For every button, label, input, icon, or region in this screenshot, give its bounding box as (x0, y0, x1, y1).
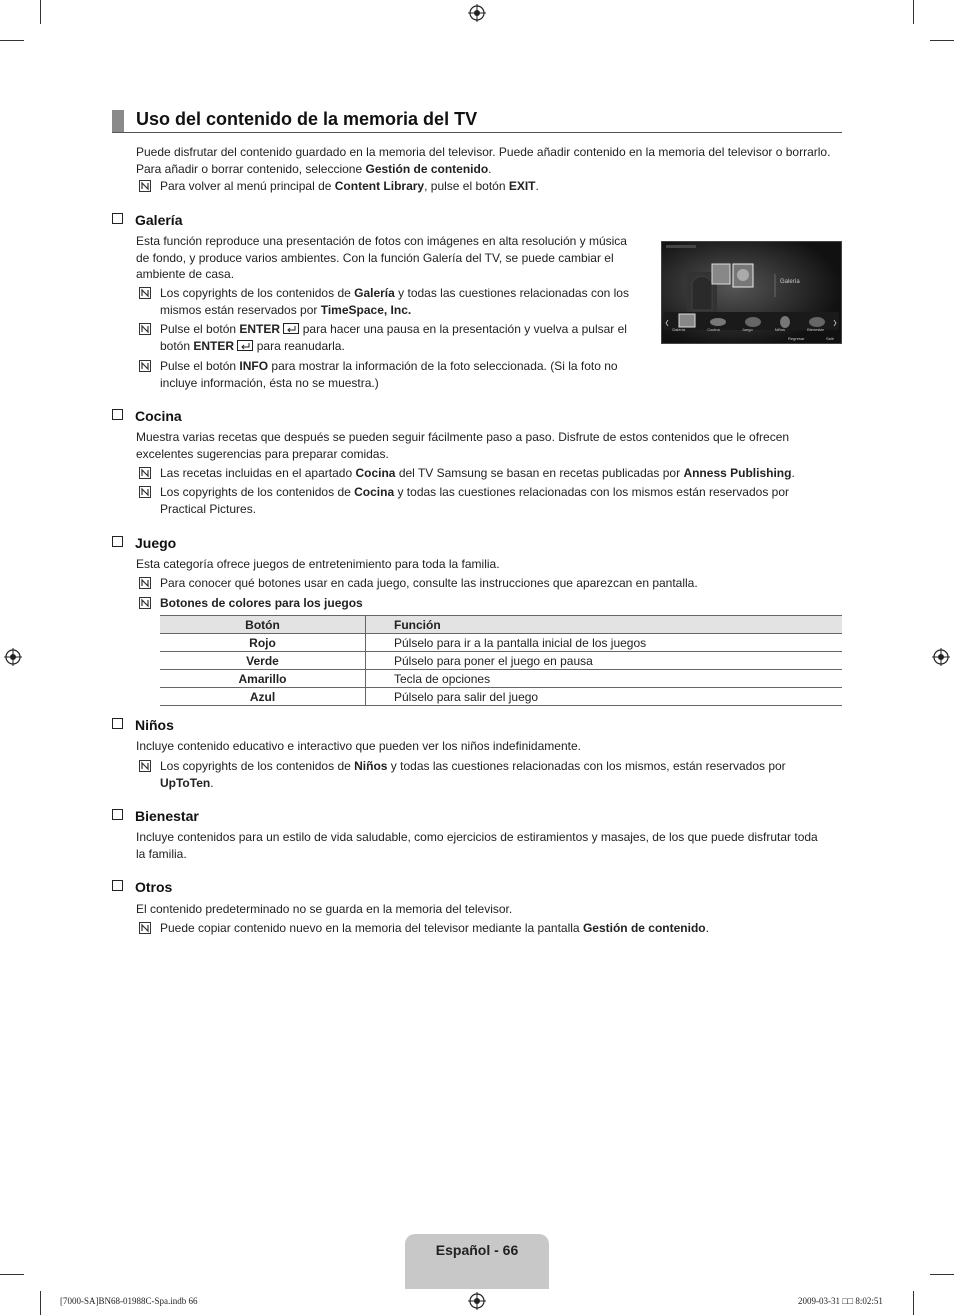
checkbox-bullet-icon (112, 880, 123, 891)
note-cocina-2 (136, 484, 842, 518)
table-cell: Azul (160, 688, 366, 706)
checkbox-bullet-icon (112, 409, 123, 420)
text: . (791, 466, 795, 480)
text: para mostrar la información de la foto seleccionada. (Si la foto no (268, 359, 618, 373)
title-bar-marker (112, 110, 124, 132)
intro-line-1: Puede disfrutar del contenido guardado en la memoria del televisor. Puede añadir contenido en la memoria del televisor o borrarlo. (136, 145, 831, 159)
enter-key-icon (283, 323, 299, 334)
note-icon (139, 360, 151, 372)
text: botón (160, 339, 194, 353)
note-juego-1 (136, 575, 842, 592)
note-icon (139, 486, 151, 498)
column-header: Botón (160, 616, 366, 634)
note-galeria-3 (136, 358, 646, 392)
table-row (160, 634, 842, 652)
note-cocina-1 (136, 465, 842, 482)
text: Para volver al menú principal de (160, 179, 335, 193)
table-cell: Amarillo (160, 670, 366, 688)
otros-description (136, 901, 842, 918)
note-intro (136, 178, 842, 195)
text: Para añadir o borrar contenido, seleccione (136, 161, 366, 176)
line (160, 285, 646, 302)
text: y todas las cuestiones relacionadas con los (394, 286, 629, 300)
tv-exit-text: Salir (826, 336, 835, 341)
line: excelentes sugerencias para preparar comidas. (136, 446, 389, 461)
section-heading-ninos (112, 717, 174, 733)
bold-text: UpToTen (160, 776, 211, 790)
note-galeria-1 (136, 285, 646, 319)
table-cell: Tecla de opciones (366, 670, 843, 688)
text: . (535, 179, 539, 193)
note-galeria-2 (136, 321, 646, 355)
line (160, 338, 646, 355)
section-heading-otros (112, 879, 172, 895)
text: Los copyrights de los contenidos de (160, 485, 355, 499)
note-juego-2 (136, 595, 842, 612)
line: El contenido predeterminado no se guarda en la memoria del televisor. (136, 902, 513, 916)
text: Puede copiar contenido nuevo en la memoria del televisor mediante la pantalla (160, 921, 583, 935)
ninos-description (136, 738, 842, 755)
table-cell: Púlselo para salir del juego (366, 688, 843, 706)
text: , pulse el botón (424, 179, 509, 193)
line: incluye información, ésta no se muestra.) (160, 376, 379, 390)
heading-text: Bienestar (135, 808, 199, 824)
line (160, 484, 842, 501)
table-row (160, 652, 842, 670)
bienestar-description (136, 829, 842, 862)
note-icon (139, 597, 151, 609)
text: Los copyrights de los contenidos de (160, 286, 355, 300)
line (160, 758, 842, 775)
table-cell: Verde (160, 652, 366, 670)
tv-gallery-screenshot (661, 241, 842, 344)
bold-text: Content Library (334, 179, 425, 193)
registration-mark-icon (468, 1292, 486, 1310)
tv-menu-item: Niños (774, 327, 785, 332)
bold-text: Cocina (355, 466, 396, 480)
note-icon (139, 577, 151, 589)
note-icon (139, 287, 151, 299)
bold-text: Gestión de contenido (582, 921, 706, 935)
line: de fondo, y produce varios ambientes. Con la función Galería del TV, se puede cambiar el (136, 250, 614, 265)
checkbox-bullet-icon (112, 718, 123, 729)
table-cell: Rojo (160, 634, 366, 652)
bold-text: EXIT (508, 179, 536, 193)
note-icon (139, 180, 151, 192)
text: . (210, 776, 214, 790)
line (160, 358, 646, 375)
bold-text: Anness Publishing (683, 466, 792, 480)
line: Incluye contenido educativo e interactivo que pueden ver los niños indefinidamente. (136, 739, 581, 753)
registration-mark-icon (468, 4, 486, 22)
registration-mark-icon (932, 648, 950, 666)
text: Pulse el botón (160, 359, 240, 373)
checkbox-bullet-icon (112, 809, 123, 820)
bold-text: Cocina (354, 485, 395, 499)
table-header-row (160, 616, 842, 634)
tv-footer (826, 336, 834, 341)
intro-line-2 (136, 161, 842, 178)
column-header: Función (366, 616, 843, 634)
checkbox-bullet-icon (112, 213, 123, 224)
page-number: Español - 66 (435, 1242, 519, 1258)
tv-menu-item: Juego (741, 327, 753, 332)
bold-text: Botones de colores para los juegos (160, 596, 363, 610)
table-cell: Púlselo para ir a la pantalla inicial de los juegos (366, 634, 843, 652)
intro-paragraph (136, 144, 842, 177)
text: y todas las cuestiones relacionadas con los mismos están reservados por (394, 485, 790, 499)
cocina-description (136, 429, 842, 462)
title-rule (112, 132, 842, 133)
note-otros-1 (136, 920, 842, 937)
color-buttons-table (160, 615, 842, 706)
line: ambiente de casa. (136, 267, 235, 281)
line: Incluye contenidos para un estilo de vida saludable, como ejercicios de estiramientos y masajes, de los que puede disfrutar toda (136, 830, 818, 844)
galeria-description (136, 233, 646, 283)
juego-description (136, 556, 842, 573)
tv-menu-item: Cocina (707, 327, 720, 332)
bold-text: Niños (354, 759, 388, 773)
line: la familia. (136, 846, 187, 861)
text: . (488, 161, 492, 176)
text: mismos están reservados por (160, 303, 321, 317)
text: Las recetas incluidas en el apartado (160, 466, 356, 480)
heading-text: Cocina (135, 408, 182, 424)
table-cell: Púlselo para poner el juego en pausa (366, 652, 843, 670)
line: Practical Pictures. (160, 502, 257, 516)
line (160, 321, 646, 338)
line: Esta función reproduce una presentación de fotos con imágenes en alta resolución y música (136, 234, 627, 248)
heading-text: Otros (135, 879, 173, 895)
table-row (160, 688, 842, 706)
print-date-info: 2009-03-31 □□ 8:02:51 (798, 1296, 883, 1306)
line: Esta categoría ofrece juegos de entretenimiento para toda la familia. (136, 557, 500, 571)
text: para reanudarla. (253, 339, 345, 353)
text: Pulse el botón (160, 322, 240, 336)
tv-label: Galería (780, 279, 800, 285)
text: . (705, 921, 709, 935)
section-heading-bienestar (112, 808, 199, 824)
page-title: Uso del contenido de la memoria del TV (136, 109, 478, 129)
section-heading-juego (112, 535, 176, 551)
note-icon (139, 323, 151, 335)
registration-mark-icon (4, 648, 22, 666)
line (160, 775, 842, 792)
tv-menu-bar (672, 327, 842, 332)
tv-footer (788, 336, 804, 341)
note-ninos-1 (136, 758, 842, 792)
section-heading-galeria (112, 212, 182, 228)
note-icon (139, 760, 151, 772)
text: para hacer una pausa en la presentación y vuelva a pulsar el (299, 322, 627, 336)
bold-text: INFO (239, 359, 269, 373)
enter-key-icon (237, 340, 253, 351)
text: y todas las cuestiones relacionadas con los mismos, están reservados por (387, 759, 786, 773)
text: Para conocer qué botones usar en cada juego, consulte las instrucciones que aparezcan en pantalla. (160, 576, 698, 590)
print-file-info: [7000-SA]BN68-01988C-Spa.indb 66 (60, 1296, 198, 1306)
bold-text: Gestión de contenido (365, 161, 489, 176)
text: del TV Samsung se basan en recetas publicadas por (395, 466, 684, 480)
bold-text: Galería (354, 286, 395, 300)
tv-menu-item: Bienestar (807, 327, 824, 332)
note-icon (139, 467, 151, 479)
text: Los copyrights de los contenidos de (160, 759, 355, 773)
tv-back-text: Regresar (788, 336, 805, 341)
section-heading-cocina (112, 408, 182, 424)
table-row (160, 670, 842, 688)
heading-text: Juego (135, 535, 177, 551)
bold-text: ENTER (239, 322, 281, 336)
tv-menu-item: Galería (672, 327, 686, 332)
checkbox-bullet-icon (112, 536, 123, 547)
bold-text: ENTER (193, 339, 235, 353)
bold-text: TimeSpace, Inc. (320, 303, 412, 317)
line: Muestra varias recetas que después se pueden seguir fácilmente paso a paso. Disfrute de estos contenidos que le ofrecen (136, 430, 790, 444)
heading-text: Galería (135, 212, 183, 228)
note-icon (139, 922, 151, 934)
heading-text: Niños (135, 717, 174, 733)
line (160, 302, 646, 319)
